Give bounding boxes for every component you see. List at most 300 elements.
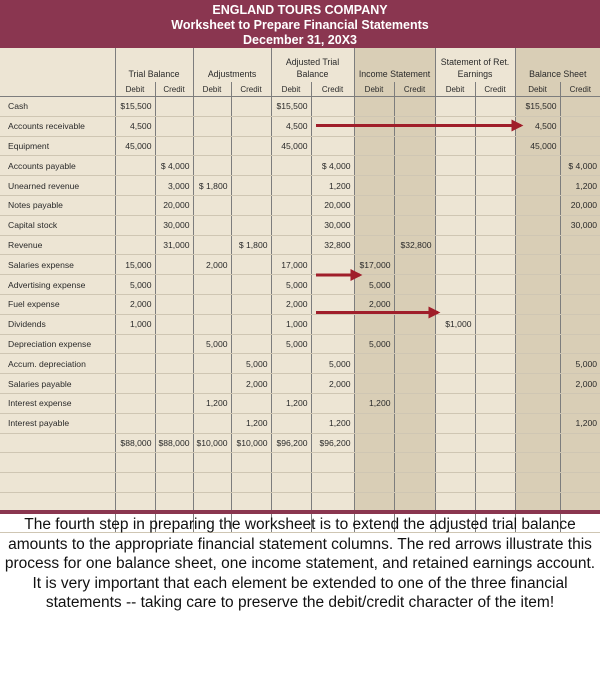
amount-cell: 30,000 [155, 215, 193, 235]
amount-cell: 4,500 [115, 116, 155, 136]
amount-cell [394, 334, 435, 354]
amount-cell [271, 354, 311, 374]
amount-cell [354, 116, 394, 136]
group-trial-balance: Trial Balance [115, 48, 193, 82]
col-debit: Debit [515, 82, 560, 97]
amount-cell [560, 136, 600, 156]
amount-cell [435, 393, 475, 413]
amount-cell [193, 413, 231, 433]
total-cell [560, 433, 600, 453]
account-name: Interest payable [0, 413, 115, 433]
amount-cell [115, 156, 155, 176]
amount-cell [394, 215, 435, 235]
amount-cell [475, 97, 515, 117]
amount-cell [193, 314, 231, 334]
account-name: Dividends [0, 314, 115, 334]
amount-cell [155, 275, 193, 295]
amount-cell [394, 413, 435, 433]
amount-cell [231, 275, 271, 295]
amount-cell: $ 4,000 [311, 156, 354, 176]
amount-cell [193, 294, 231, 314]
amount-cell [475, 156, 515, 176]
amount-cell [354, 156, 394, 176]
empty-cell [515, 473, 560, 493]
col-debit: Debit [271, 82, 311, 97]
account-name: Depreciation expense [0, 334, 115, 354]
empty-cell [475, 453, 515, 473]
amount-cell [560, 294, 600, 314]
amount-cell [271, 195, 311, 215]
amount-cell [311, 255, 354, 275]
table-row [0, 294, 600, 314]
amount-cell [231, 176, 271, 196]
total-cell: $10,000 [231, 433, 271, 453]
amount-cell [435, 354, 475, 374]
amount-cell [560, 97, 600, 117]
account-name: Cash [0, 97, 115, 117]
amount-cell [193, 136, 231, 156]
amount-cell [193, 215, 231, 235]
amount-cell: 4,500 [271, 116, 311, 136]
amount-cell [155, 334, 193, 354]
empty-cell [435, 473, 475, 493]
amount-cell: $ 4,000 [560, 156, 600, 176]
amount-cell [271, 374, 311, 394]
amount-cell [193, 374, 231, 394]
amount-cell: 30,000 [311, 215, 354, 235]
amount-cell [231, 294, 271, 314]
amount-cell: 15,000 [115, 255, 155, 275]
amount-cell [311, 393, 354, 413]
col-credit: Credit [311, 82, 354, 97]
amount-cell [354, 136, 394, 156]
amount-cell: 2,000 [560, 374, 600, 394]
amount-cell [193, 156, 231, 176]
total-cell: $96,200 [271, 433, 311, 453]
table-row [0, 393, 600, 413]
amount-cell: 5,000 [354, 334, 394, 354]
amount-cell [435, 334, 475, 354]
amount-cell [115, 195, 155, 215]
total-cell: $88,000 [115, 433, 155, 453]
amount-cell: 1,200 [231, 413, 271, 433]
amount-cell [354, 176, 394, 196]
amount-cell [435, 275, 475, 295]
account-name: Accounts payable [0, 156, 115, 176]
amount-cell [435, 215, 475, 235]
amount-cell: 5,000 [354, 275, 394, 295]
amount-cell: 20,000 [560, 195, 600, 215]
amount-cell [475, 176, 515, 196]
empty-cell [0, 453, 115, 473]
amount-cell [193, 195, 231, 215]
amount-cell [435, 294, 475, 314]
amount-cell [231, 136, 271, 156]
empty-cell [560, 453, 600, 473]
amount-cell [231, 116, 271, 136]
amount-cell [271, 235, 311, 255]
amount-cell [193, 275, 231, 295]
amount-cell [231, 195, 271, 215]
worksheet-title: Worksheet to Prepare Financial Statements [171, 18, 429, 32]
amount-cell: 2,000 [271, 294, 311, 314]
account-name: Fuel expense [0, 294, 115, 314]
empty-cell [193, 453, 231, 473]
amount-cell: 17,000 [271, 255, 311, 275]
amount-cell [354, 195, 394, 215]
table-row [0, 255, 600, 275]
amount-cell [515, 314, 560, 334]
account-name: Salaries payable [0, 374, 115, 394]
amount-cell [435, 116, 475, 136]
amount-cell: 5,000 [271, 334, 311, 354]
table-row [0, 195, 600, 215]
amount-cell: 2,000 [115, 294, 155, 314]
amount-cell: 1,000 [115, 314, 155, 334]
amount-cell [155, 294, 193, 314]
amount-cell [115, 215, 155, 235]
col-debit: Debit [115, 82, 155, 97]
amount-cell [560, 235, 600, 255]
amount-cell: $32,800 [394, 235, 435, 255]
group-adjusted-trial-balance: Adjusted Trial Balance [271, 48, 354, 82]
amount-cell [231, 314, 271, 334]
amount-cell [155, 255, 193, 275]
empty-cell [115, 473, 155, 493]
amount-cell: 5,000 [560, 354, 600, 374]
amount-cell [231, 215, 271, 235]
amount-cell [515, 215, 560, 235]
amount-cell [515, 334, 560, 354]
amount-cell [354, 97, 394, 117]
amount-cell [155, 393, 193, 413]
amount-cell [475, 354, 515, 374]
amount-cell [115, 334, 155, 354]
amount-cell: 5,000 [311, 354, 354, 374]
group-income-statement: Income Statement [354, 48, 435, 82]
amount-cell: $ 1,800 [231, 235, 271, 255]
empty-row [0, 453, 600, 473]
amount-cell [435, 374, 475, 394]
amount-cell [560, 116, 600, 136]
empty-cell [155, 473, 193, 493]
col-credit: Credit [394, 82, 435, 97]
group-header-row [0, 48, 600, 82]
amount-cell [475, 195, 515, 215]
amount-cell: 1,200 [354, 393, 394, 413]
amount-cell: 30,000 [560, 215, 600, 235]
amount-cell [435, 176, 475, 196]
amount-cell: 1,000 [271, 314, 311, 334]
amount-cell [193, 235, 231, 255]
amount-cell: 1,200 [560, 413, 600, 433]
table-row [0, 413, 600, 433]
amount-cell: 2,000 [354, 294, 394, 314]
account-name: Unearned revenue [0, 176, 115, 196]
empty-cell [231, 453, 271, 473]
amount-cell: 32,800 [311, 235, 354, 255]
amount-cell [115, 176, 155, 196]
amount-cell [271, 176, 311, 196]
empty-cell [515, 453, 560, 473]
total-cell [354, 433, 394, 453]
amount-cell [231, 156, 271, 176]
corner-cell [0, 82, 115, 97]
table-row [0, 334, 600, 354]
empty-cell [475, 473, 515, 493]
amount-cell: $15,500 [271, 97, 311, 117]
amount-cell [475, 136, 515, 156]
worksheet [0, 48, 600, 510]
amount-cell [394, 374, 435, 394]
col-credit: Credit [560, 82, 600, 97]
amount-cell [155, 97, 193, 117]
amount-cell: 1,200 [311, 176, 354, 196]
amount-cell: $ 1,800 [193, 176, 231, 196]
amount-cell [560, 255, 600, 275]
group-balance-sheet: Balance Sheet [515, 48, 600, 82]
amount-cell [193, 354, 231, 374]
amount-cell [475, 255, 515, 275]
amount-cell [394, 354, 435, 374]
col-credit: Credit [155, 82, 193, 97]
empty-cell [394, 473, 435, 493]
amount-cell [515, 176, 560, 196]
totals-row [0, 433, 600, 453]
empty-cell [311, 473, 354, 493]
amount-cell: 5,000 [193, 334, 231, 354]
empty-cell [0, 473, 115, 493]
amount-cell [560, 393, 600, 413]
amount-cell [475, 334, 515, 354]
amount-cell: 45,000 [115, 136, 155, 156]
amount-cell [475, 374, 515, 394]
caption: The fourth step in preparing the worksheet is to extend the adjusted trial balance amounts to the appropriate financial statement columns. The red arrows illustrate this process for one balance sheet, one income statement, and retained earnings account. It is very important that each element be extended to one of the three financial statements -- taking care to preserve the debit/credit character of the item! [4, 516, 596, 611]
empty-cell [354, 453, 394, 473]
totals-label [0, 433, 115, 453]
amount-cell [155, 116, 193, 136]
amount-cell [271, 413, 311, 433]
account-name: Capital stock [0, 215, 115, 235]
amount-cell: 20,000 [155, 195, 193, 215]
amount-cell: 4,500 [515, 116, 560, 136]
amount-cell: 1,200 [271, 393, 311, 413]
amount-cell [231, 393, 271, 413]
amount-cell [435, 156, 475, 176]
amount-cell [193, 97, 231, 117]
account-name: Interest expense [0, 393, 115, 413]
amount-cell: $15,500 [115, 97, 155, 117]
amount-cell [560, 334, 600, 354]
table-row [0, 97, 600, 117]
amount-cell [311, 314, 354, 334]
account-name: Accounts receivable [0, 116, 115, 136]
total-cell [435, 433, 475, 453]
amount-cell [435, 97, 475, 117]
amount-cell: 3,000 [155, 176, 193, 196]
amount-cell [354, 374, 394, 394]
amount-cell: 31,000 [155, 235, 193, 255]
amount-cell: $15,500 [515, 97, 560, 117]
amount-cell [515, 393, 560, 413]
col-debit: Debit [354, 82, 394, 97]
amount-cell [515, 195, 560, 215]
empty-cell [435, 453, 475, 473]
amount-cell [311, 275, 354, 295]
amount-cell [394, 156, 435, 176]
amount-cell [560, 314, 600, 334]
amount-cell [515, 156, 560, 176]
amount-cell: 5,000 [115, 275, 155, 295]
worksheet-table [0, 48, 600, 533]
table-row [0, 354, 600, 374]
amount-cell [394, 97, 435, 117]
amount-cell: 2,000 [231, 374, 271, 394]
amount-cell [311, 294, 354, 314]
empty-cell [394, 453, 435, 473]
worksheet-header [0, 0, 600, 48]
amount-cell [515, 294, 560, 314]
amount-cell [475, 275, 515, 295]
empty-cell [271, 453, 311, 473]
empty-cell [231, 473, 271, 493]
amount-cell [311, 136, 354, 156]
amount-cell [231, 97, 271, 117]
amount-cell [271, 156, 311, 176]
amount-cell [155, 314, 193, 334]
amount-cell [515, 374, 560, 394]
empty-cell [115, 453, 155, 473]
table-row [0, 374, 600, 394]
amount-cell [475, 413, 515, 433]
empty-cell [155, 453, 193, 473]
amount-cell [475, 393, 515, 413]
amount-cell [155, 374, 193, 394]
total-cell: $88,000 [155, 433, 193, 453]
amount-cell [354, 215, 394, 235]
group-retained-earnings: Statement of Ret. Earnings [435, 48, 515, 82]
amount-cell [394, 136, 435, 156]
amount-cell [515, 235, 560, 255]
group-adjustments: Adjustments [193, 48, 271, 82]
amount-cell: $1,000 [435, 314, 475, 334]
amount-cell [394, 393, 435, 413]
col-debit: Debit [435, 82, 475, 97]
table-row [0, 116, 600, 136]
amount-cell [475, 215, 515, 235]
account-name: Accum. depreciation [0, 354, 115, 374]
amount-cell: 1,200 [311, 413, 354, 433]
amount-cell [475, 116, 515, 136]
amount-cell: 2,000 [311, 374, 354, 394]
divider-bar [0, 510, 600, 514]
amount-cell [515, 354, 560, 374]
amount-cell [193, 116, 231, 136]
amount-cell: $ 4,000 [155, 156, 193, 176]
amount-cell: 5,000 [231, 354, 271, 374]
amount-cell: 1,200 [193, 393, 231, 413]
total-cell [394, 433, 435, 453]
amount-cell [115, 393, 155, 413]
amount-cell: 45,000 [515, 136, 560, 156]
total-cell [475, 433, 515, 453]
table-row [0, 215, 600, 235]
amount-cell [115, 374, 155, 394]
amount-cell [435, 136, 475, 156]
empty-cell [193, 473, 231, 493]
amount-cell [435, 413, 475, 433]
amount-cell [354, 235, 394, 255]
amount-cell [394, 176, 435, 196]
amount-cell: 2,000 [193, 255, 231, 275]
company-name: ENGLAND TOURS COMPANY [212, 3, 388, 17]
amount-cell [155, 354, 193, 374]
amount-cell [394, 314, 435, 334]
amount-cell [311, 116, 354, 136]
amount-cell: 45,000 [271, 136, 311, 156]
account-name: Revenue [0, 235, 115, 255]
account-name: Advertising expense [0, 275, 115, 295]
table-row [0, 235, 600, 255]
amount-cell [311, 97, 354, 117]
col-debit: Debit [193, 82, 231, 97]
empty-cell [271, 473, 311, 493]
col-credit: Credit [475, 82, 515, 97]
table-row [0, 176, 600, 196]
amount-cell [475, 235, 515, 255]
amount-cell [435, 235, 475, 255]
amount-cell [115, 235, 155, 255]
amount-cell [231, 334, 271, 354]
amount-cell: 20,000 [311, 195, 354, 215]
amount-cell [515, 413, 560, 433]
total-cell: $10,000 [193, 433, 231, 453]
empty-row [0, 473, 600, 493]
amount-cell [475, 294, 515, 314]
amount-cell: 1,200 [560, 176, 600, 196]
amount-cell [560, 275, 600, 295]
table-row [0, 156, 600, 176]
total-cell: $96,200 [311, 433, 354, 453]
total-cell [515, 433, 560, 453]
amount-cell: 5,000 [271, 275, 311, 295]
empty-cell [354, 473, 394, 493]
table-row [0, 136, 600, 156]
amount-cell [515, 275, 560, 295]
amount-cell [115, 413, 155, 433]
amount-cell: $17,000 [354, 255, 394, 275]
amount-cell [354, 354, 394, 374]
amount-cell [231, 255, 271, 275]
amount-cell [475, 314, 515, 334]
amount-cell [435, 195, 475, 215]
amount-cell [155, 136, 193, 156]
amount-cell [394, 275, 435, 295]
corner-cell [0, 48, 115, 82]
amount-cell [271, 215, 311, 235]
amount-cell [155, 413, 193, 433]
account-name: Salaries expense [0, 255, 115, 275]
amount-cell [394, 255, 435, 275]
account-name: Notes payable [0, 195, 115, 215]
empty-cell [311, 453, 354, 473]
amount-cell [435, 255, 475, 275]
amount-cell [394, 195, 435, 215]
worksheet-date: December 31, 20X3 [243, 33, 357, 47]
amount-cell [311, 334, 354, 354]
account-name: Equipment [0, 136, 115, 156]
debit-credit-row [0, 82, 600, 97]
